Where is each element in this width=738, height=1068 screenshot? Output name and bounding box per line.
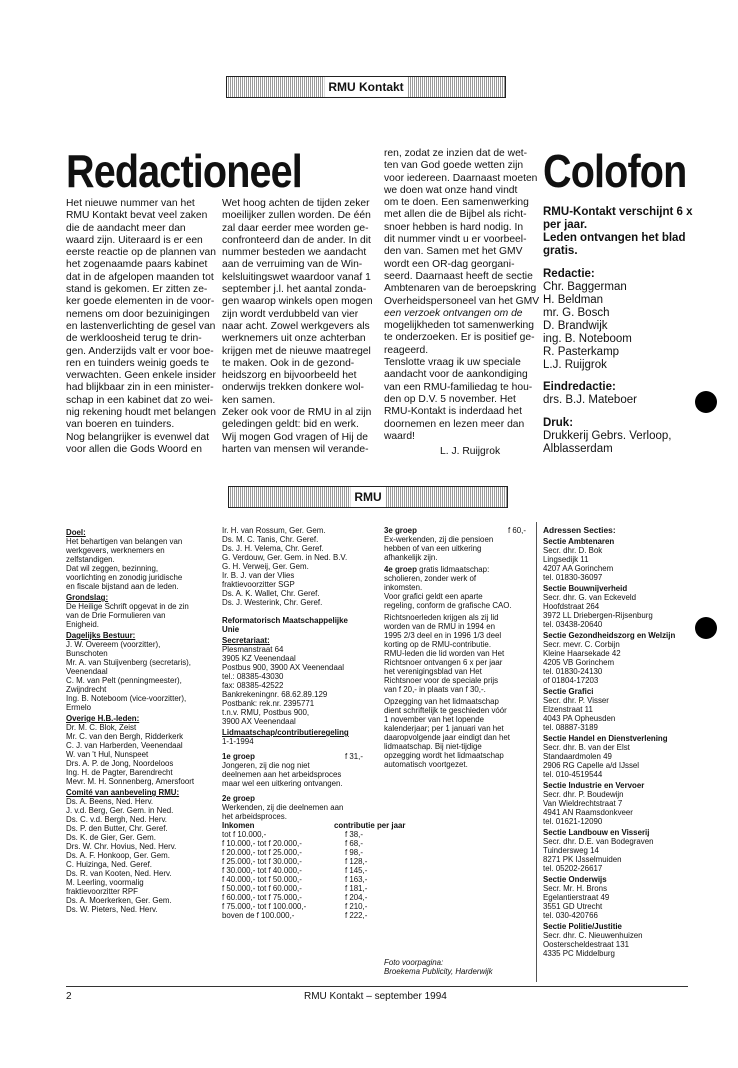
colofon-redactie-name: H. Beldman bbox=[543, 294, 604, 306]
rmu-line: Postbus 900, 3900 AX Veenendaal bbox=[222, 663, 344, 672]
editorial-line: ren, zodat ze inzien dat de wet- bbox=[384, 148, 528, 159]
sectie-line: 3551 GD Utrecht bbox=[543, 902, 603, 911]
groep-4 bbox=[384, 565, 512, 769]
rmu-line: Ermelo bbox=[66, 703, 91, 712]
adressen-title: Adressen Secties: bbox=[543, 525, 616, 535]
editorial-title: Redactioneel bbox=[66, 145, 302, 197]
groep-line: afhankelijk zijn. bbox=[384, 553, 438, 562]
groep-line: Werkenden, zij die deelnemen aan bbox=[222, 803, 344, 812]
editorial-line: nummer besteden we aandacht bbox=[222, 247, 367, 259]
editorial-line: confronteerd dan de ander. In dit bbox=[222, 234, 371, 246]
editorial-line: had blijkbaar zin in een minister- bbox=[66, 382, 214, 394]
sectie-line: Elzenstraat 11 bbox=[543, 705, 593, 714]
groep-line: 4e groep gratis lidmaatschap: bbox=[384, 565, 490, 574]
footer-rule bbox=[66, 986, 688, 987]
rmu-line: Overige H.B.-leden: bbox=[66, 714, 140, 723]
rmu-line: fax: 08385-42522 bbox=[222, 681, 284, 690]
photo-credit bbox=[384, 958, 493, 976]
editorial-line: en lastenverlichting de gesel van bbox=[66, 320, 216, 332]
rmu-line: en fiscale bijstand aan de leden. bbox=[66, 582, 179, 591]
groep-line: het arbeidsproces. bbox=[222, 812, 287, 821]
rmu-line: Drs. W. Chr. Hovius, Ned. Herv. bbox=[66, 842, 177, 851]
sectie-line: 4941 AN Raamsdonkveer bbox=[543, 808, 633, 817]
colofon-eindredactie: drs. B.J. Mateboer bbox=[543, 394, 637, 406]
editorial-line: Wet hoog achten de tijden zeker bbox=[222, 198, 370, 209]
editorial-line: de werkloosheid terug te drin- bbox=[66, 333, 202, 345]
groep-line: 1 november van het lopende bbox=[384, 715, 485, 724]
rmu-column-1 bbox=[66, 526, 194, 914]
rmu-line: van de Drie Formulieren van bbox=[66, 611, 166, 620]
editorial-line: werknemers uit onze achterban bbox=[222, 333, 366, 345]
groep-line: inkomsten. bbox=[384, 583, 423, 592]
colofon-intro-line: per jaar. bbox=[543, 219, 588, 231]
rmu-line: Dagelijks Bestuur: bbox=[66, 631, 136, 640]
editorial-line: den op D.V. 5 november. Het bbox=[384, 393, 516, 405]
rmu-line: Enigheid. bbox=[66, 620, 99, 629]
sectie-line: Secr. mevr. C. Corbijn bbox=[543, 640, 620, 649]
rmu-line: Dr. M. C. Blok, Zeist bbox=[66, 723, 137, 732]
punch-hole-bottom bbox=[695, 617, 717, 639]
groep-line: 1995 2/3 deel en in 1996 1/3 deel bbox=[384, 631, 502, 640]
rmu-banner-label: RMU bbox=[350, 487, 385, 507]
sectie-line: Secr. dhr. P. Visser bbox=[543, 696, 609, 705]
groep-line: worden van de RMU in 1994 en bbox=[384, 622, 495, 631]
colofon-redactie-name: mr. G. Bosch bbox=[543, 307, 610, 319]
rmu-line: Grondslag: bbox=[66, 593, 109, 602]
editorial-line: voor iedereen. Daarnaast moeten bbox=[384, 172, 538, 184]
sectie-line: 4043 PA Opheusden bbox=[543, 714, 616, 723]
groep-line: hebben of van een uitkering bbox=[384, 544, 482, 553]
editorial-line: Zeker ook voor de RMU in al zijn bbox=[222, 407, 372, 419]
editorial-line: heidszorg en bijvoorbeeld het bbox=[222, 370, 357, 382]
editorial-column-1 bbox=[66, 198, 216, 456]
groep-line: Richtsnoer ontvangen 6 x per jaar bbox=[384, 658, 503, 667]
rmu-line: Ds. A. F. Honkoop, Ger. Gem. bbox=[66, 851, 170, 860]
editorial-line: voor allen die Gods Woord en bbox=[66, 443, 203, 455]
sectie-line: tel. 01830-36097 bbox=[543, 573, 603, 582]
sectie-line: 4205 VB Gorinchem bbox=[543, 658, 615, 667]
rmu-column-2 bbox=[222, 526, 405, 920]
editorial-line: september j.l. het aantal zonda- bbox=[222, 284, 367, 296]
colofon-druk-label: Druk: bbox=[543, 417, 574, 429]
groep-line: Richtsnoerleden krijgen als zij lid bbox=[384, 613, 499, 622]
sectie-line: 4207 AA Gorinchem bbox=[543, 564, 614, 573]
colofon-redactie-name: L.J. Ruijgrok bbox=[543, 359, 607, 371]
rmu-line: 3900 AX Veenendaal bbox=[222, 717, 296, 726]
editorial-line: doornemen en lezen meer dan bbox=[384, 418, 525, 430]
editorial-signature: L. J. Ruijgrok bbox=[440, 446, 501, 457]
rmu-line: Ing. H. de Pagter, Barendrecht bbox=[66, 768, 173, 777]
rmu-line: tel.: 08385-43030 bbox=[222, 672, 284, 681]
groep-line: Jongeren, zij die nog niet bbox=[222, 761, 310, 770]
colofon-redactie-name: ing. B. Noteboom bbox=[543, 333, 632, 345]
editorial-line: onderwijs trekken donkere wol- bbox=[222, 382, 364, 394]
sectie-line: tel. 05202-26617 bbox=[543, 864, 603, 873]
editorial-line: kelsluitingswet waardoor vanaf 1 bbox=[222, 271, 371, 283]
rmu-line: G. Verdouw, Ger. Gem. in Ned. B.V. bbox=[222, 553, 348, 562]
editorial-line: waard! bbox=[384, 430, 415, 442]
sectie-line: 2906 RG Capelle a/d IJssel bbox=[543, 761, 640, 770]
sectie-line: Van Wieldrechtstraat 7 bbox=[543, 799, 623, 808]
rmu-line: Ds. W. Pieters, Ned. Herv. bbox=[66, 905, 158, 914]
sectie-line: Standaardmolen 49 bbox=[543, 752, 612, 761]
sectie-name: Sectie Handel en Dienstverlening bbox=[543, 734, 668, 743]
contribution-row: tot f 10.000,- f 38,- bbox=[222, 830, 363, 839]
rmu-line: C. M. van Pelt (penningmeester), bbox=[66, 676, 182, 685]
editorial-line: van boeren en tuinders. bbox=[66, 419, 175, 431]
sectie-line: of 01804-17203 bbox=[543, 676, 599, 685]
contribution-row: f 30.000,- tot f 40.000,- f 145,- bbox=[222, 866, 368, 875]
rmu-line: werkgevers, werknemers en bbox=[66, 546, 165, 555]
sectie-name: Sectie Politie/Justitie bbox=[543, 922, 622, 931]
sectie-line: tel. 08887-3189 bbox=[543, 723, 598, 732]
rmu-line: Postbank: rek.nr. 2395771 bbox=[222, 699, 315, 708]
editorial-line: RMU Kontakt bevat veel zaken bbox=[66, 210, 208, 222]
sectie-line: Secr. dhr. G. van Eckeveld bbox=[543, 593, 636, 602]
rmu-line: Ds. J. H. Velema, Chr. Geref. bbox=[222, 544, 324, 553]
rmu-line: J. v.d. Berg, Ger. Gem. in Ned. bbox=[66, 806, 174, 815]
colofon-intro bbox=[543, 206, 693, 258]
groep-line: automatisch voortgezet. bbox=[384, 760, 468, 769]
groep-line: lidmaatschap. Bij niet-tijdige bbox=[384, 742, 482, 751]
rmu-line: Secretariaat: bbox=[222, 636, 270, 645]
page-number: 2 bbox=[66, 991, 72, 1002]
rmu-line: fraktievoorzitter RPF bbox=[66, 887, 138, 896]
colofon-eindredactie-label: Eindredactie: bbox=[543, 381, 616, 393]
groep-line: RMU-leden die lid worden van Het bbox=[384, 649, 505, 658]
editorial-line: seerd. Daarnaast heeft de sectie bbox=[384, 270, 533, 282]
rmu-line: Ds. P. den Butter, Chr. Geref. bbox=[66, 824, 168, 833]
colofon-intro-line: gratis. bbox=[543, 245, 578, 257]
sectie-name: Sectie Ambtenaren bbox=[543, 537, 615, 546]
editorial-line: ker goede elementen in de voor- bbox=[66, 296, 215, 308]
colofon-redactie-name: R. Pasterkamp bbox=[543, 346, 620, 358]
sectie-line: Oosterscheldestraat 131 bbox=[543, 940, 629, 949]
rmu-line: G. H. Verweij, Ger. Gem. bbox=[222, 562, 309, 571]
rmu-line: Dat wil zeggen, bezinning, bbox=[66, 564, 159, 573]
header-banner-label: RMU Kontakt bbox=[324, 77, 407, 97]
groep-line: Voor grafici geldt een aparte bbox=[384, 592, 483, 601]
contribution-row: boven de f 100.000,- f 222,- bbox=[222, 911, 368, 920]
rmu-line: Mevr. M. H. Sonnenberg, Amersfoort bbox=[66, 777, 195, 786]
editorial-line: met allen die de Bijbel als richt- bbox=[384, 209, 527, 221]
rmu-line: zelfstandigen. bbox=[66, 555, 115, 564]
contribution-row: f 60.000,- tot f 75.000,- f 204,- bbox=[222, 893, 368, 902]
column-divider bbox=[536, 522, 537, 982]
groep-line: dient schriftelijk te geschieden vóór bbox=[384, 706, 507, 715]
editorial-line: om te doen. Een samenwerking bbox=[384, 197, 529, 209]
rmu-line: J. W. Overeem (voorzitter), bbox=[66, 640, 161, 649]
rmu-line: Doel: bbox=[66, 528, 86, 537]
rmu-line: De Heilige Schrift opgevat in de zin bbox=[66, 602, 189, 611]
editorial-line: eerste reactie op de plannen van bbox=[66, 247, 216, 259]
colofon-title: Colofon bbox=[543, 145, 687, 197]
editorial-line: het zogenaamde paars kabinet bbox=[66, 259, 208, 271]
rmu-column-3: 3e groep f 60,- Ex-werkenden, zij die pensioen hebben of van een uitkering afhankelijk zijn. 4e groep gratis lidmaatschap: scholieren, zonder werk of inkomsten. Voor grafici geldt een aparte regeling, conform de grafische CAO. Richtsnoerleden krijgen als zij lid worden van de RMU in 1994 en 1995 2/3 deel en in 1996 1/3 deel korting op de RMU-contributie. RMU-leden die lid worden van Het Richtsnoer ontvangen 6 x per jaar het verenigingsblad van Het Richtsnoer voor de speciale prijs van f 20,- in plaats van f 30,-. Opzegging van het lidmaatschap dient schriftelijk te geschieden vóór 1 november van het lopende kalenderjaar; per 1 januari van het daaropvolgende jaar eindigt dan het lidmaatschap. Bij niet-tijdige opzegging wordt het lidmaatschap automatisch voortgezet. bbox=[384, 526, 526, 769]
sectie-line: Hoofdstraat 264 bbox=[543, 602, 600, 611]
rmu-banner bbox=[228, 486, 508, 508]
colofon-druk bbox=[543, 430, 693, 456]
editorial-line: naar acht. Zowel werkgevers als bbox=[222, 320, 370, 332]
editorial-line: mogelijkheden tot samenwerking bbox=[384, 320, 534, 332]
colofon-intro-line: Leden ontvangen het blad bbox=[543, 232, 686, 244]
groep-line: regeling, conform de grafische CAO. bbox=[384, 601, 512, 610]
editorial-line: den van. Samen met het GMV bbox=[384, 246, 523, 258]
rmu-line: Mr. C. van den Bergh, Ridderkerk bbox=[66, 732, 184, 741]
sectie-line: 8271 PK IJsselmuiden bbox=[543, 855, 622, 864]
rmu-line: Het behartigen van belangen van bbox=[66, 537, 183, 546]
contribution-row: f 25.000,- tot f 30.000,- f 128,- bbox=[222, 857, 368, 866]
sectie-line: Secr. dhr. P. Boudewijn bbox=[543, 790, 624, 799]
sectie-line: 4335 PC Middelburg bbox=[543, 949, 615, 958]
rmu-line: 1-1-1994 bbox=[222, 737, 254, 746]
editorial-line: ken samen. bbox=[222, 394, 276, 406]
header-banner bbox=[226, 76, 506, 98]
editorial-line: van een RMU-familiedag te hou- bbox=[384, 381, 533, 393]
editorial-line: schap in een kabinet dat zo wei- bbox=[66, 394, 214, 406]
rmu-line: Unie bbox=[222, 625, 240, 634]
editorial-line: geledingen geldt: bid en werk. bbox=[222, 419, 359, 431]
groep-line: Opzegging van het lidmaatschap bbox=[384, 697, 499, 706]
rmu-column-4 bbox=[543, 526, 675, 958]
editorial-line: ren en tuinders weinig goeds te bbox=[66, 357, 210, 369]
colofon-redactie-label: Redactie: bbox=[543, 268, 595, 280]
rmu-line: Bunschoten bbox=[66, 649, 108, 658]
rmu-line: Ds. J. Westerink, Chr. Geref. bbox=[222, 598, 323, 607]
editorial-line: aandacht voor de aankondiging bbox=[384, 369, 528, 381]
contribution-row: f 40.000,- tot f 50.000,- f 163,- bbox=[222, 875, 368, 884]
rmu-line: C. J. van Harberden, Veenendaal bbox=[66, 741, 183, 750]
sectie-line: tel. 030-420766 bbox=[543, 911, 598, 920]
sectie-line: tel. 01830-24130 bbox=[543, 667, 603, 676]
editorial-line: zijn wordt verdubbeld van vier bbox=[222, 308, 359, 320]
contribution-row: f 50.000,- tot f 60.000,- f 181,- bbox=[222, 884, 368, 893]
contribution-table bbox=[222, 830, 405, 920]
editorial-line: zal daar eerder mee worden ge- bbox=[222, 222, 369, 234]
sectie-line: Secr. dhr. C. Nieuwenhuizen bbox=[543, 931, 643, 940]
rmu-line: C. Huizinga, Ned. Geref. bbox=[66, 860, 152, 869]
editorial-column-3 bbox=[384, 148, 539, 443]
sectie-name: Sectie Grafici bbox=[543, 687, 594, 696]
contribution-row: f 10.000,- tot f 20.000,- f 68,- bbox=[222, 839, 363, 848]
editorial-line: reageerd. bbox=[384, 344, 429, 356]
editorial-line: harten van mensen wil verande- bbox=[222, 443, 369, 455]
sectie-line: Tuindersweg 14 bbox=[543, 846, 599, 855]
rmu-line: Ir. B. J. van der Vlies bbox=[222, 571, 295, 580]
editorial-line: aan de verruiming van de Win- bbox=[222, 259, 363, 271]
rmu-line: Ir. H. van Rossum, Ger. Gem. bbox=[222, 526, 326, 535]
editorial-line: Ambtenaren van de beroepskring bbox=[384, 283, 537, 295]
contribution-row: f 20.000,- tot f 25.000,- f 98,- bbox=[222, 848, 363, 857]
colofon-redactie-name: D. Brandwijk bbox=[543, 320, 608, 332]
rmu-line: Ds. C. v.d. Bergh, Ned. Herv. bbox=[66, 815, 168, 824]
groep-line: korting op de RMU-contributie. bbox=[384, 640, 492, 649]
footer-text: RMU Kontakt – september 1994 bbox=[304, 991, 447, 1002]
colofon-intro-line: RMU-Kontakt verschijnt 6 x bbox=[543, 206, 693, 218]
sectie-line: Secr. dhr. B. van der Elst bbox=[543, 743, 630, 752]
editorial-line: waard zijn. Uiteraard is er een bbox=[66, 234, 203, 246]
editorial-line: Nog belangrijker is evenwel dat bbox=[66, 431, 210, 443]
rmu-line: Zwijndrecht bbox=[66, 685, 107, 694]
rmu-line: Bankrekeningnr. 68.62.89.129 bbox=[222, 690, 328, 699]
groep-line: maar wel een uitkering ontvangen. bbox=[222, 779, 343, 788]
rmu-line: Drs. A. P. de Jong, Noordeloos bbox=[66, 759, 174, 768]
rmu-line: fraktievoorzitter SGP bbox=[222, 580, 295, 589]
sectie-line: Secr. dhr. D. Bok bbox=[543, 546, 603, 555]
photo-credit-line: Foto voorpagina: bbox=[384, 958, 444, 967]
editorial-column-2 bbox=[222, 198, 373, 456]
sectie-line: Egelantierstraat 49 bbox=[543, 893, 610, 902]
editorial-line: moeilijker zullen worden. De één bbox=[222, 210, 371, 222]
rmu-line: Ds. A. Moerkerken, Ger. Gem. bbox=[66, 896, 172, 905]
sectie-name: Sectie Gezondheidszorg en Welzijn bbox=[543, 631, 676, 640]
contribution-row: f 75.000,- tot f 100.000,- f 210,- bbox=[222, 902, 368, 911]
colofon-druk-line: Drukkerij Gebrs. Verloop, bbox=[543, 430, 672, 442]
editorial-line: Het nieuwe nummer van het bbox=[66, 198, 195, 209]
groep-2: 2e groep Werkenden, zij die deelnemen aan het arbeidsproces. Inkomen contributie per jaar tot f 10.000,- f 38,- f 10.000,- tot f 20.000,- f 68,- f 20.000,- tot f 25.000,- f 98,- f 25.000,- tot f 30.000,- f 128,- f 30.000,- tot f 40.000,- f 145,- f 40.000,- tot f 50.000,- f 163,- f 50.000,- tot f 60.000,- f 181,- f 60.000,- tot f 75.000,- f 204,- f 75.000,- tot f 100.000,- f 210,- boven de f 100.000,- f 222,- bbox=[222, 794, 406, 920]
rmu-line: Reformatorisch Maatschappelijke bbox=[222, 616, 348, 625]
editorial-line: wordt een OR-dag georgani- bbox=[384, 258, 515, 270]
editorial-line: krijgen met de nieuwe maatregel bbox=[222, 345, 371, 357]
sectie-name: Sectie Bouwnijverheid bbox=[543, 584, 628, 593]
editorial-line: te onderzoeken. Er is positief ge- bbox=[384, 332, 535, 344]
editorial-line: Tenslotte vraag ik uw speciale bbox=[384, 357, 521, 369]
colofon-druk-line: Alblasserdam bbox=[543, 443, 613, 455]
sectie-line: tel. 03438-20640 bbox=[543, 620, 603, 629]
rmu-line: t.n.v. RMU, Postbus 900, bbox=[222, 708, 310, 717]
sectie-line: tel. 010-4519544 bbox=[543, 770, 603, 779]
editorial-line: nemens om door bezuinigingen bbox=[66, 308, 210, 320]
groep-line: deelnemen aan het arbeidsproces bbox=[222, 770, 342, 779]
sectie-name: Sectie Onderwijs bbox=[543, 875, 607, 884]
groep-line: opzegging wordt het lidmaatschap bbox=[384, 751, 504, 760]
groep-line: kalenderjaar; per 1 januari van het bbox=[384, 724, 504, 733]
rmu-line: Veenendaal bbox=[66, 667, 108, 676]
punch-hole-top bbox=[695, 391, 717, 413]
rmu-line: Ds. A. K. Wallet, Chr. Geref. bbox=[222, 589, 320, 598]
groep-line: scholieren, zonder werk of bbox=[384, 574, 477, 583]
rmu-line: Mr. A. van Stuijvenberg (secretaris), bbox=[66, 658, 191, 667]
rmu-line: Ing. B. Noteboom (vice-voorzitter), bbox=[66, 694, 187, 703]
colofon-redactie-list bbox=[543, 281, 693, 372]
groep-1: 1e groep f 31,- Jongeren, zij die nog niet deelnemen aan het arbeidsproces maar wel een uitkering ontvangen. bbox=[222, 752, 405, 788]
sectie-line: Kleine Haarsekade 42 bbox=[543, 649, 621, 658]
photo-credit-line: Broekema Publicity, Harderwijk bbox=[384, 967, 493, 976]
editorial-line: te maken. Ook in de gezond- bbox=[222, 357, 355, 369]
groep-line: Ex-werkenden, zij die pensioen bbox=[384, 535, 494, 544]
editorial-line: ten van God goede wetten zijn bbox=[384, 160, 524, 172]
editorial-line: Wij mogen God vragen of Hij de bbox=[222, 431, 368, 443]
editorial-line: gen. Anderzijds valt er voor boe- bbox=[66, 345, 214, 357]
rmu-line: W. van 't Hul, Nunspeet bbox=[66, 750, 149, 759]
rmu-line: Lidmaatschap/contributieregeling bbox=[222, 728, 349, 737]
groep-line: Richtsnoer voor de speciale prijs bbox=[384, 676, 499, 685]
rmu-line: 3905 KZ Veenendaal bbox=[222, 654, 296, 663]
editorial-line: verwachten. Geen enkele insider bbox=[66, 370, 216, 382]
sectie-name: Sectie Landbouw en Visserij bbox=[543, 828, 650, 837]
rmu-line: Ds. M. C. Tanis, Chr. Geref. bbox=[222, 535, 319, 544]
colofon-redactie-name: Chr. Baggerman bbox=[543, 281, 627, 293]
rmu-line: voorlichting en zonodig juridische bbox=[66, 573, 183, 582]
groep-line: daaropvolgende jaar eindigt dan het bbox=[384, 733, 510, 742]
editorial-line: snoer hebben is hard nodig. In bbox=[384, 221, 524, 233]
sectie-line: Lingsedijk 11 bbox=[543, 555, 589, 564]
rmu-line: Plesmanstraat 64 bbox=[222, 645, 284, 654]
sectie-line: Secr. Mr. H. Brons bbox=[543, 884, 608, 893]
rmu-line: M. Leerling, voormalig bbox=[66, 878, 144, 887]
colofon-body bbox=[543, 206, 693, 456]
editorial-line: gen waarop winkels open mogen bbox=[222, 296, 373, 308]
sectie-line: 3972 LL Driebergen-Rijsenburg bbox=[543, 611, 653, 620]
sectie-line: Secr. dhr. D.E. van Bodegraven bbox=[543, 837, 654, 846]
sectie-name: Sectie Industrie en Vervoer bbox=[543, 781, 645, 790]
editorial-line: nig rekening houdt met belangen bbox=[66, 407, 216, 419]
groep-line: van f 20,- in plaats van f 30,-. bbox=[384, 685, 486, 694]
editorial-line: die de aandacht meer dan bbox=[66, 222, 186, 234]
editorial-line: dit nummer vindt u er voorbeel- bbox=[384, 234, 527, 246]
rmu-line: Ds. K. de Gier, Ger. Gem. bbox=[66, 833, 156, 842]
editorial-line: dat in de afgelopen maanden tot bbox=[66, 271, 214, 283]
editorial-line: een verzoek ontvangen om de bbox=[384, 307, 523, 319]
rmu-line bbox=[222, 607, 405, 616]
editorial-line: RMU-Kontakt is inderdaad het bbox=[384, 406, 522, 418]
rmu-line: Ds. R. van Kooten, Ned. Herv. bbox=[66, 869, 172, 878]
editorial-line: we doen wat onze hand vindt bbox=[384, 184, 518, 196]
sectie-line: tel. 01621-12090 bbox=[543, 817, 603, 826]
editorial-line: Overheidspersoneel van het GMV bbox=[384, 295, 540, 307]
rmu-line: Comité van aanbeveling RMU: bbox=[66, 788, 180, 797]
editorial-line: stand is gekomen. Er zitten ze- bbox=[66, 284, 208, 296]
rmu-line: Ds. A. Beens, Ned. Herv. bbox=[66, 797, 154, 806]
groep-line: het verenigingsblad van Het bbox=[384, 667, 482, 676]
